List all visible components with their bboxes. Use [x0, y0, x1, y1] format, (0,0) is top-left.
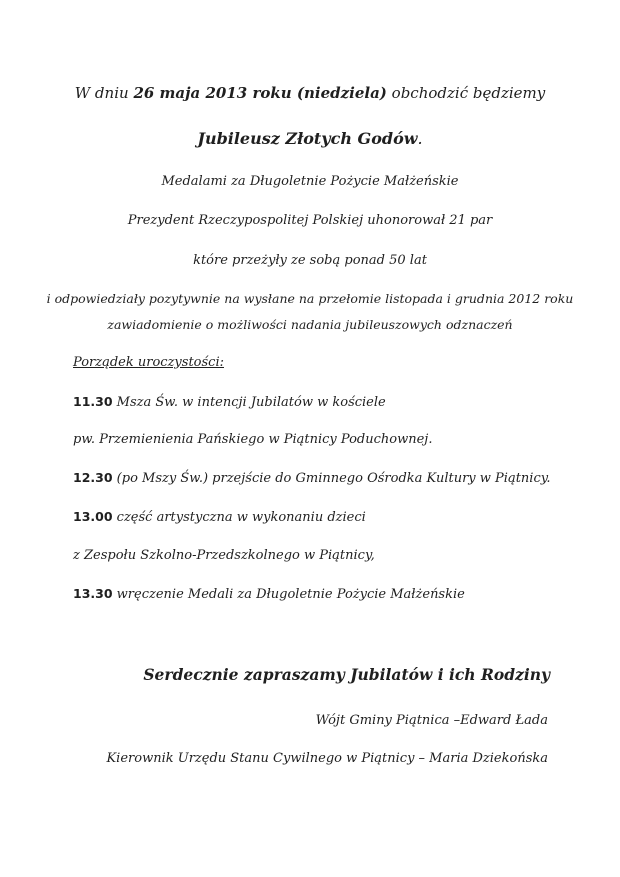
paragraph-line-1: Medalami za Długoletnie Pożycie Małżeńskie: [161, 174, 459, 189]
paragraph-line-4: i odpowiedziały pozytywnie na wysłane na przełomie listopada i grudnia 2012 roku: [46, 291, 574, 306]
jubilee-title-dot: .: [417, 129, 423, 148]
program-time: 13.30: [73, 586, 113, 601]
program-item: [73, 431, 432, 449]
intro-suffix: obchodzić będziemy: [386, 84, 546, 102]
program-text: Msza Św. w intencji Jubilatów w kościele: [112, 395, 386, 410]
paragraph-line-5: zawiadomienie o możliwości nadania jubileuszowych odznaczeń: [107, 317, 513, 332]
signature-mayor: Wójt Gminy Piątnica –Edward Łada: [315, 713, 548, 728]
jubilee-title: [0, 130, 620, 148]
program-item: [73, 508, 366, 527]
program-time: 13.00: [73, 509, 113, 524]
program-text: (po Mszy Św.) przejście do Gminnego Ośrodka Kultury w Piątnicy.: [112, 471, 551, 486]
program-time: 11.30: [73, 394, 113, 409]
paragraph-line-3: które przeżyły ze sobą ponad 50 lat: [193, 253, 427, 268]
program-text: pw. Przemienienia Pańskiego w Piątnicy Poduchownej.: [73, 432, 433, 447]
intro-date: 26 maja 2013 roku (niedziela): [133, 84, 387, 102]
intro-line: [0, 84, 620, 102]
intro-prefix: W dniu: [74, 84, 134, 102]
paragraph-line-2: Prezydent Rzeczypospolitej Polskiej uhonorował 21 par: [127, 213, 493, 228]
program-item: [73, 393, 386, 412]
program-item: [73, 547, 375, 565]
jubilee-title-text: Jubileusz Złotych Godów: [197, 129, 418, 148]
program-text: z Zespołu Szkolno-Przedszkolnego w Piątnicy,: [73, 548, 375, 563]
program-time: 12.30: [73, 470, 113, 485]
signature-registrar: Kierownik Urzędu Stanu Cywilnego w Piątnicy – Maria Dziekońska: [106, 751, 548, 766]
program-item: [73, 469, 550, 488]
program-text: wręczenie Medali za Długoletnie Pożycie Małżeńskie: [112, 587, 465, 602]
program-text: część artystyczna w wykonaniu dzieci: [112, 510, 366, 525]
program-item: [73, 585, 465, 604]
invitation-line: Serdecznie zapraszamy Jubilatów i ich Rodziny: [143, 665, 550, 684]
program-heading: Porządek uroczystości:: [73, 355, 224, 370]
